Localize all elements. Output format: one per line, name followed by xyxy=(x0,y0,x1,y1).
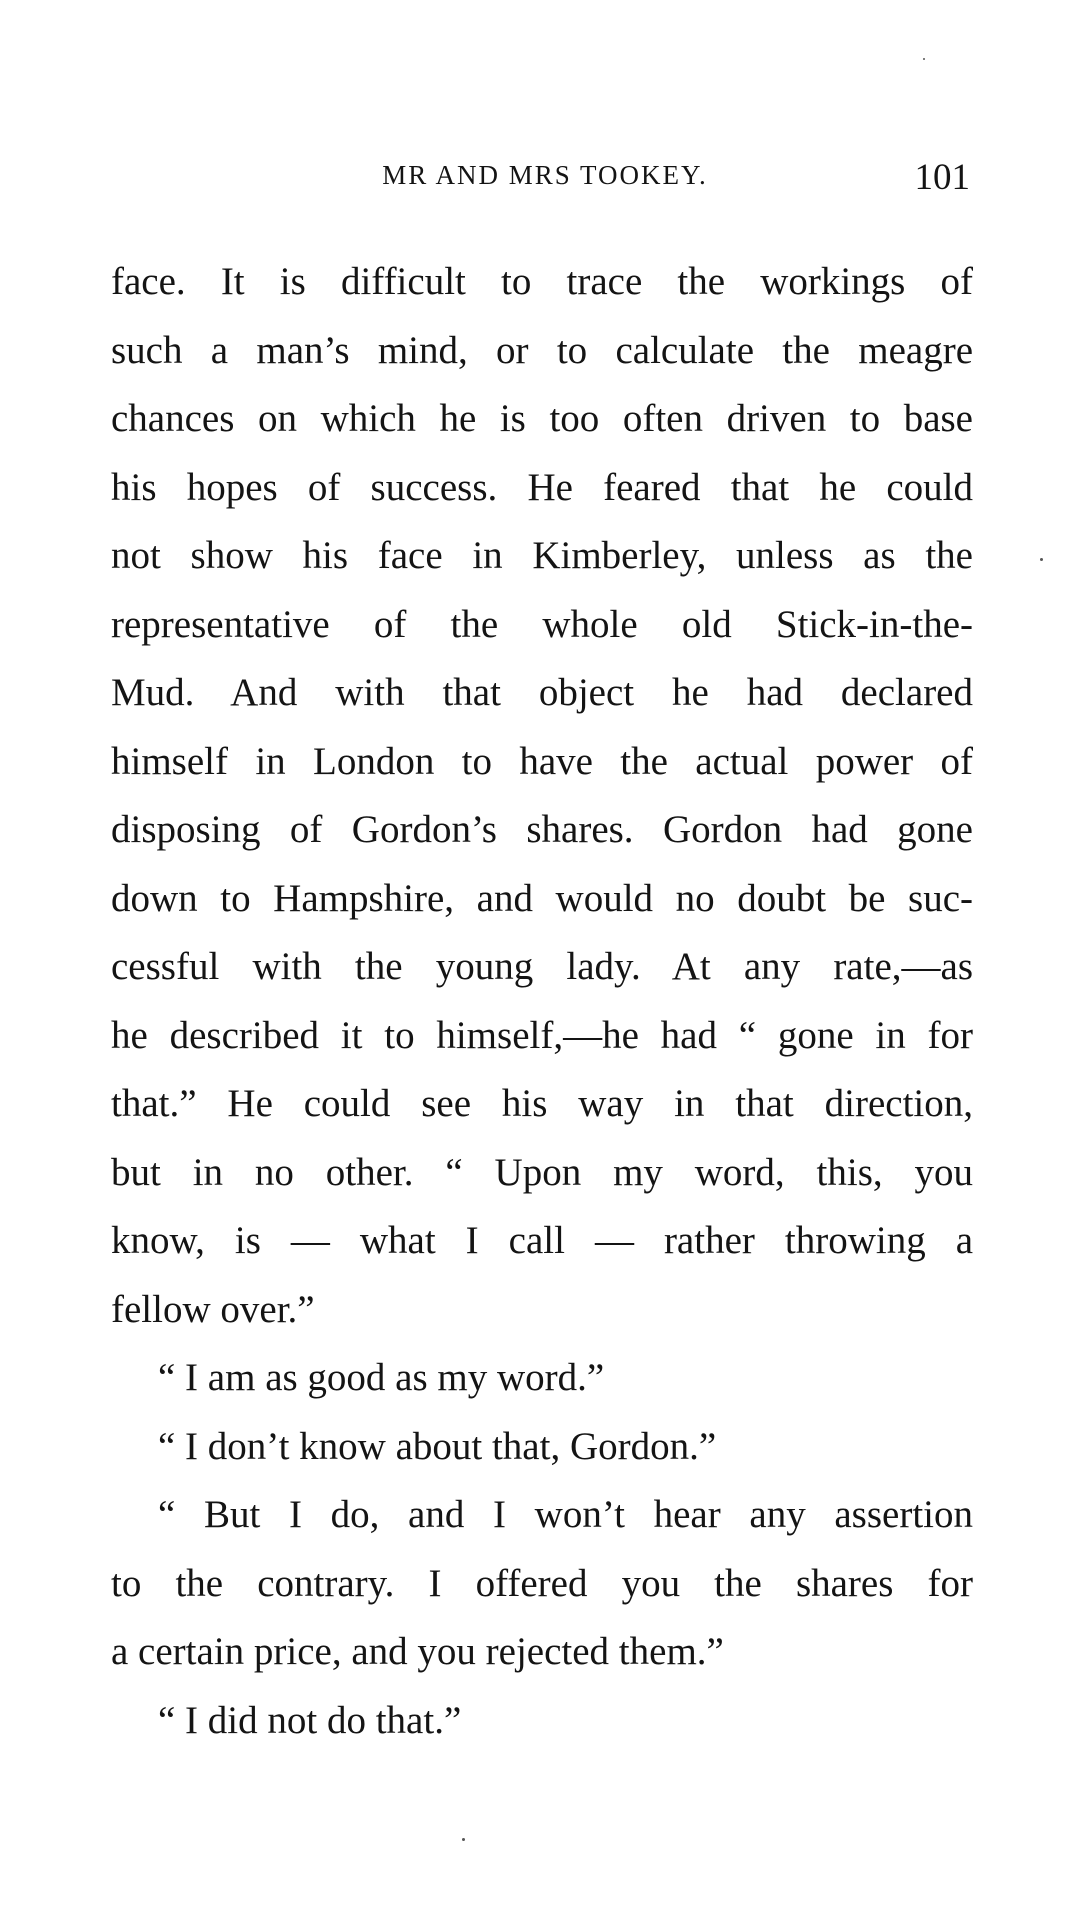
text-line: “ I am as good as my word.” xyxy=(158,1356,605,1399)
text-line: Mud. And with that object he had declared xyxy=(111,671,973,714)
paper-speck xyxy=(1040,558,1043,561)
text-line: “ I did not do that.” xyxy=(158,1698,462,1742)
text-line: such a man’s mind, or to calculate the meagre xyxy=(111,328,973,372)
text-line: know, is — what I call — rather throwing a xyxy=(111,1219,973,1262)
text-line: himself in London to have the actual power of xyxy=(111,739,973,783)
text-line: chances on which he is too often driven to base xyxy=(111,397,973,440)
text-line: representative of the whole old Stick-in-the- xyxy=(111,602,973,646)
text-line: a certain price, and you rejected them.” xyxy=(111,1630,724,1673)
paper-speck xyxy=(462,1838,465,1841)
running-title: MR AND MRS TOOKEY. xyxy=(382,160,708,190)
text-line: disposing of Gordon’s shares. Gordon had gone xyxy=(111,808,973,851)
text-line: cessful with the young lady. At any rate,—as xyxy=(111,945,973,988)
text-line: down to Hampshire, and would no doubt be suc- xyxy=(111,876,973,920)
text-line: “ I don’t know about that, Gordon.” xyxy=(158,1424,717,1468)
text-line: he described it to himself,—he had “ gone in for xyxy=(111,1013,973,1057)
text-line: face. It is difficult to trace the workings of xyxy=(111,260,973,303)
text-line: to the contrary. I offered you the shares for xyxy=(111,1561,973,1605)
text-line: fellow over.” xyxy=(111,1287,315,1331)
text-line: “ But I do, and I won’t hear any assertion xyxy=(158,1493,973,1536)
text-line: his hopes of success. He feared that he could xyxy=(111,465,973,509)
text-line: that.” He could see his way in that direction, xyxy=(111,1082,973,1125)
page-number: 101 xyxy=(914,157,970,198)
text-line: but in no other. “ Upon my word, this, you xyxy=(111,1150,973,1194)
text-line: not show his face in Kimberley, unless as the xyxy=(111,534,973,577)
paper-speck xyxy=(923,58,925,60)
running-head xyxy=(110,157,980,204)
body-text xyxy=(111,248,973,1755)
